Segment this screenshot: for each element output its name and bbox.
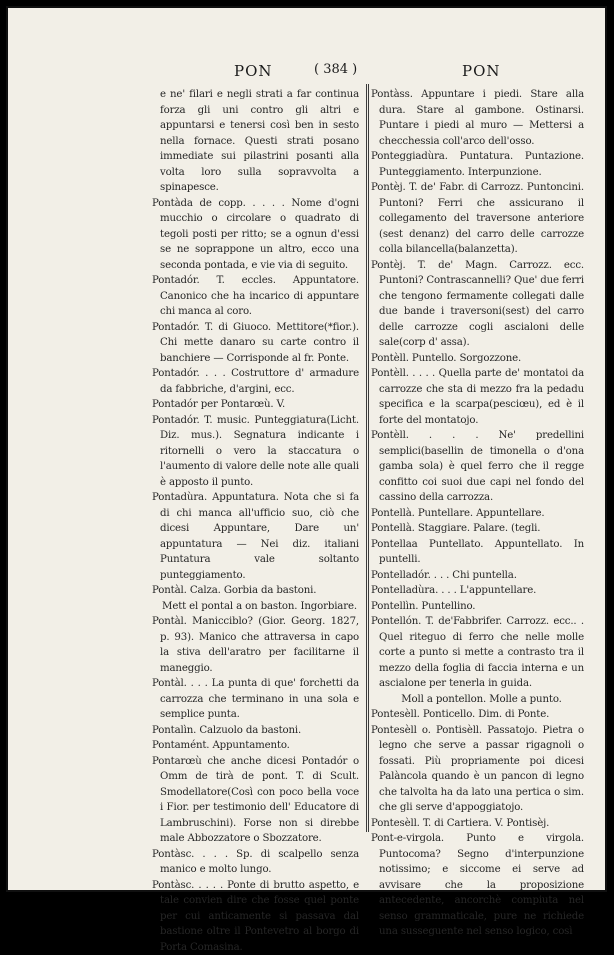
dictionary-entry: Pontàl. Calza. Gorbia da bastoni. [152, 583, 359, 599]
dictionary-entry: Pontadór. . . . Costruttore d' armadure da fabbriche, d'argini, ecc. [152, 366, 359, 397]
dictionary-entry: Pontadùra. Appuntatura. Nota che si fa di chi manca all'ufficio suo, ciò che dicesi Appuntare, Dare un' appuntatura — Nei diz. italiani Puntatura vale soltanto punteggiamento. [152, 490, 359, 583]
dictionary-entry: Pontàl. Manicciblo? (Gior. Georg. 1827, p. 93). Manico che attraversa in capo la stiva dell'aratro per facilitarne il maneggio. [152, 614, 359, 676]
dictionary-entry: Pontelladùra. . . . L'appuntellare. [371, 583, 584, 599]
dictionary-entry: Pontellà. Staggiare. Palare. (tegli. [371, 521, 584, 537]
dictionary-entry: Mett el pontal a on baston. Ingorbiare. [152, 599, 359, 615]
dictionary-entry: Pontàl. . . . La punta di que' forchetti da carrozza che terminano in una sola e semplice punta. [152, 676, 359, 723]
dictionary-entry: Pontàda de copp. . . . . Nome d'ogni mucchio o circolare o quadrato di tegoli posti per ritto; se a ognun d'essi se ne soprappone un altro, ecco una seconda pontada, e vie via di seguito. [152, 196, 359, 274]
dictionary-entry: Pontellaa Puntellato. Appuntellato. In puntelli. [371, 537, 584, 568]
dictionary-entry: Moll a pontellon. Molle a punto. [371, 692, 584, 708]
right-column [371, 87, 584, 940]
book-page [6, 6, 607, 892]
dictionary-entry: Ponteggiadùra. Puntatura. Puntazione. Punteggiamento. Interpunzione. [371, 149, 584, 180]
header-left-word: PON [234, 62, 273, 80]
dictionary-entry: Pontellìn. Puntellino. [371, 599, 584, 615]
dictionary-entry: Pontàss. Appuntare i piedi. Stare alla dura. Stare al gambone. Ostinarsi. Puntare i piedi al muro — Mettersi a checchessia coll'arco dell'osso. [371, 87, 584, 149]
dictionary-entry: e ne' filari e negli strati a far continua forza gli uni contro gli altri e appuntarsi e tenersi così ben in sesto nella fornace. Questi strati posano immediate sui pilastrini posanti alla volta loro sulla sopravvolta a spinapesce. [152, 87, 359, 196]
dictionary-entry: Pontàsc. . . . . Ponte di brutto aspetto, e tale convien dire che fosse quel ponte per cui anticamente si passava dal bastione oltre il Pontevetro al borgo di Porta Comasina. [152, 878, 359, 955]
dictionary-entry: Pontadór. T. eccles. Appuntatore. Canonico che ha incarico di appuntare chi manca al coro. [152, 273, 359, 320]
dictionary-entry: Pontèj. T. de' Magn. Carrozz. ecc. Puntoni? Contrascannelli? Que' due ferri che tengono fermamente collegati dalle due bande i traversoni(sest) del carro delle carrozze cogli ascialoni delle sale(corp d' assa). [371, 258, 584, 351]
dictionary-entry: Pontèll. Puntello. Sorgozzone. [371, 351, 584, 367]
page-header [8, 62, 605, 84]
dictionary-entry: Pontàsc. . . . Sp. di scalpello senza manico e molto lungo. [152, 847, 359, 878]
dictionary-entry: Pontamént. Appuntamento. [152, 738, 359, 754]
dictionary-entry: Pontesèll. Ponticello. Dim. di Ponte. [371, 707, 584, 723]
header-right-word: PON [462, 62, 501, 80]
dictionary-entry: Pontèj. T. de' Fabr. di Carrozz. Puntoncini. Puntoni? Ferri che assicurano il collegamento del traversone anteriore (sest denanz) del carro delle carrozze colla bilancella(balanzetta). [371, 180, 584, 258]
page-number: ( 384 ) [314, 62, 357, 77]
column-divider [366, 84, 369, 832]
dictionary-entry: Pontadór per Pontarœù. V. [152, 397, 359, 413]
dictionary-entry: Pontesèll. T. di Cartiera. V. Pontisèj. [371, 816, 584, 832]
dictionary-entry: Pontèll. . . . . Quella parte de' montatoi da carrozze che sta di mezzo fra la pedadu specifica e la scarpa(pesciœu), ed è il forte del montatojo. [371, 366, 584, 428]
dictionary-entry: Pontadór. T. music. Punteggiatura(Licht. Diz. mus.). Segnatura indicante i ritornelli o vero la staccatura o l'aumento di valore delle note alle quali è apposto il punto. [152, 413, 359, 491]
dictionary-entry: Pontellón. T. de'Fabbrifer. Carrozz. ecc.. . Quel riteguo di ferro che nelle molle corte a punto si mette a contrasto tra il mezzo della foglia di faccia interna e un ascialone per tenerla in guida. [371, 614, 584, 692]
dictionary-entry: Pontarœù che anche dicesi Pontadór o Omm de tirà de pont. T. di Scult. Smodellatore(Così con poco bella voce i Fior. per testimonio dell' Educatore di Lambruschini). Forse non si direbbe male Abbozzatore o Sbozzatore. [152, 754, 359, 847]
dictionary-entry: Pont-e-virgola. Punto e virgola. Puntocoma? Segno d'interpunzione notissimo; e siccome ei serve ad avvisare che la proposizione antecedente, ancorchè compiuta nel senso grammaticale, pure ne richiede una susseguente nel senso logico, così [371, 831, 584, 940]
dictionary-entry: Pontesèll o. Pontisèll. Passatojo. Pietra o legno che serve a passar rigagnoli o fossati. Più propriamente poi dicesi Palàncola quando è un pancon di legno che talvolta ha da lato una pertica o sim. che gli serve d'appoggiatojo. [371, 723, 584, 816]
dictionary-entry: Pontèll. . . . Ne' predellini semplici(basellin de timonella o d'ona gamba sola) è quel ferro che il regge confitto coi suoi due capi nel fondo del cassino della carrozza. [371, 428, 584, 506]
left-column [152, 87, 359, 955]
dictionary-entry: Pontadór. T. di Giuoco. Mettitore(*fior.). Chi mette danaro su carte contro il banchiere — Corrisponde al fr. Ponte. [152, 320, 359, 367]
dictionary-entry: Pontalìn. Calzuolo da bastoni. [152, 723, 359, 739]
dictionary-entry: Pontelladór. . . . Chi puntella. [371, 568, 584, 584]
dictionary-entry: Pontellà. Puntellare. Appuntellare. [371, 506, 584, 522]
